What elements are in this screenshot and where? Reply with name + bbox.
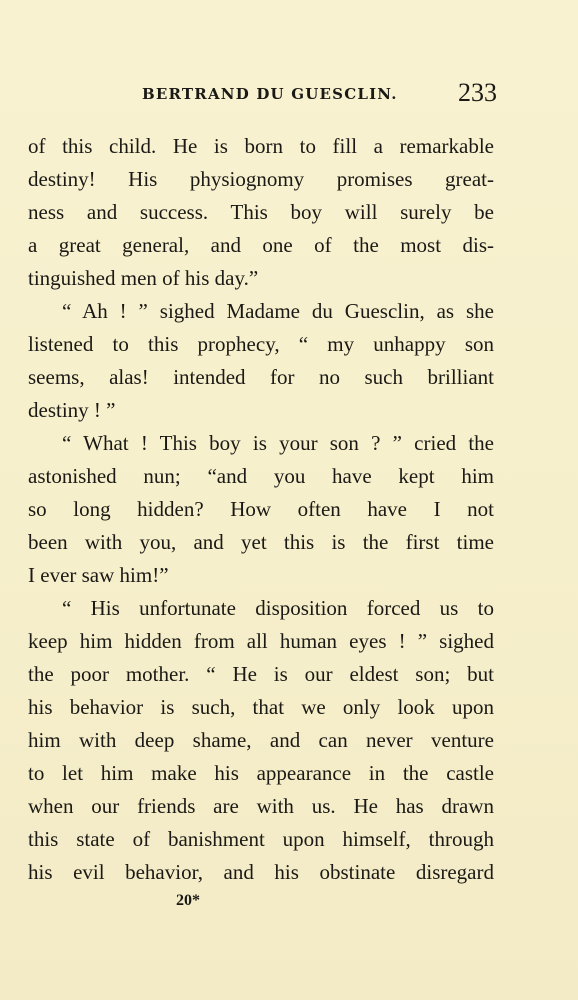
page-number: 233: [458, 78, 497, 107]
text-line: I ever saw him!”: [28, 563, 169, 587]
text-line: astonished nun; “and you have kept him: [28, 464, 494, 488]
text-line: his evil behavior, and his obstinate disregard: [28, 860, 494, 884]
text-line: tinguished men of his day.”: [28, 266, 259, 290]
page-header: [142, 78, 502, 108]
text-line: “ His unfortunate disposition forced us to: [62, 596, 494, 620]
text-line: this state of banishment upon himself, through: [28, 827, 494, 851]
text-line: ness and success. This boy will surely be: [28, 200, 494, 224]
running-head: BERTRAND DU GUESCLIN.: [142, 85, 398, 103]
text-line: him with deep shame, and can never venture: [28, 728, 494, 752]
body-text: [28, 130, 494, 889]
text-line: his behavior is such, that we only look upon: [28, 695, 494, 719]
text-line: of this child. He is born to fill a remarkable: [28, 134, 494, 158]
text-line: a great general, and one of the most dis-: [28, 233, 494, 257]
text-line: “ What ! This boy is your son ? ” cried the: [62, 431, 494, 455]
signature-mark: 20*: [176, 892, 200, 909]
text-line: destiny ! ”: [28, 398, 116, 422]
text-line: the poor mother. “ He is our eldest son; but: [28, 662, 494, 686]
text-line: destiny! His physiognomy promises great-: [28, 167, 494, 191]
text-line: to let him make his appearance in the castle: [28, 761, 494, 785]
text-line: keep him hidden from all human eyes ! ” sighed: [28, 629, 494, 653]
text-line: when our friends are with us. He has drawn: [28, 794, 494, 818]
text-line: “ Ah ! ” sighed Madame du Guesclin, as she: [62, 299, 494, 323]
text-line: listened to this prophecy, “ my unhappy son: [28, 332, 494, 356]
text-line: so long hidden? How often have I not: [28, 497, 494, 521]
text-line: seems, alas! intended for no such brilliant: [28, 365, 494, 389]
text-line: been with you, and yet this is the first time: [28, 530, 494, 554]
